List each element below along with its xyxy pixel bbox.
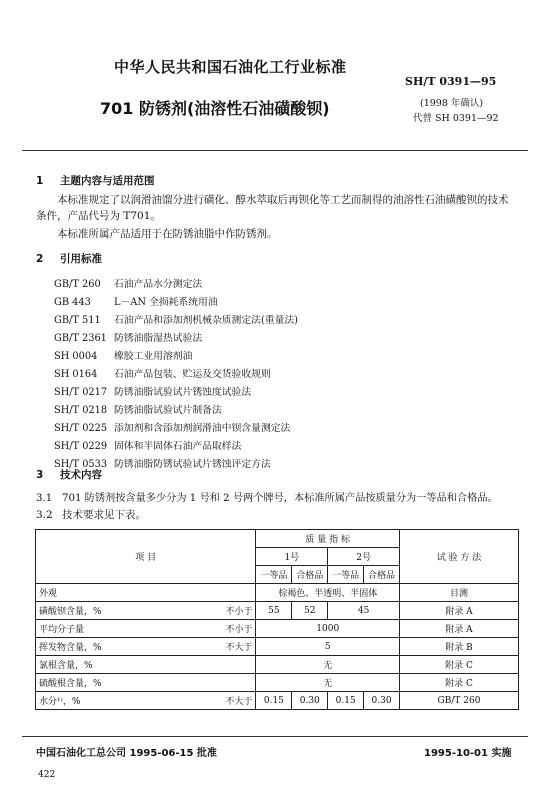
table-row [36,620,519,638]
item-name: 平均分子量 [36,620,184,638]
ref-code: SH 0004 [54,351,98,362]
section-1-paragraph-1: 本标准规定了以润滑油馏分进行磺化、醇水萃取后再钡化等工艺而制得的油溶性石油磺酸钡的技术条件，产品代号为 T701。 [36,194,509,222]
document-title: 701 防锈剂(油溶性石油磺酸钡) [100,99,330,118]
item-value: 无 [256,656,400,674]
table-row [36,584,519,602]
item-value: 0.15 [256,692,292,710]
header-item: 项 目 [36,530,256,584]
item-method: 附录 A [400,602,519,620]
item-method: 附录 C [400,674,519,692]
clause-3-1-text: 701 防锈剂按含量多少分为 1 号和 2 号两个牌号，本标准所属产品按质量分为一等品和合格品。 [62,493,498,504]
table-row [36,656,519,674]
clause-3-2-text: 技术要求见下表。 [62,509,146,521]
header-qualified: 合格品 [364,566,400,584]
table-row [36,692,519,710]
header-first-class: 一等品 [256,566,292,584]
item-name: 硫酸根含量，% [36,674,256,692]
item-limit: 不大于 [184,638,256,656]
item-limit: 不小于 [184,620,256,638]
item-limit: 不大于 [184,692,256,710]
standard-code: SH/T 0391—95 [405,75,497,88]
item-name: 氯根含量，% [36,656,256,674]
table-row [36,638,519,656]
section-3-title: 技术内容 [60,469,102,481]
header-test-method: 试 验 方 法 [400,530,519,584]
item-method: 目测 [400,584,519,602]
section-1-title: 主题内容与适用范围 [60,175,155,187]
item-method: 附录 A [400,620,519,638]
page-number: 422 [38,770,56,780]
industry-standard-heading: 中华人民共和国石油化工行业标准 [114,58,347,76]
clause-3-1 [36,491,498,507]
item-value: 棕褐色、半透明、半固体 [256,584,400,602]
item-value: 55 [256,602,292,620]
clause-3-2-number: 3.2 [36,509,53,521]
header-divider [22,150,528,151]
header-grade-1: 1号 [256,548,328,566]
ref-name: 固体和半固体石油产品取样法 [114,441,242,452]
item-value: 52 [292,602,328,620]
ref-name: 石油产品包装、贮运及交货验收规则 [114,369,271,380]
ref-item [54,330,202,344]
section-2-title: 引用标准 [60,253,102,265]
section-3-number: 3 [36,469,44,481]
item-value: 45 [328,602,400,620]
table-row [36,674,519,692]
header-qualified: 合格品 [292,566,328,584]
item-name: 水分¹⁾，% [36,692,184,710]
ref-code: GB/T 260 [54,279,101,290]
item-value: 5 [256,638,400,656]
ref-name: L－AN 全损耗系统用油 [114,297,218,308]
section-2-heading [36,251,102,266]
clause-3-2 [36,507,146,523]
ref-name: 防锈油脂防锈试验试片锈蚀评定方法 [114,459,271,470]
item-value: 0.30 [292,692,328,710]
ref-name: 防锈油脂试验试片锈蚀度试验法 [114,387,252,398]
ref-item [54,420,290,434]
ref-code: SH/T 0533 [54,459,108,470]
clause-3-1-number: 3.1 [36,493,53,504]
ref-code: GB/T 2361 [54,333,107,344]
ref-code: SH 0164 [54,369,98,380]
section-2-number: 2 [36,253,44,265]
ref-name: 添加剂和含添加剂润滑油中钡含量测定法 [114,423,291,434]
technical-requirements-table [35,529,519,710]
issuer-approval: 中国石油化工总公司 1995-06-15 批准 [36,748,217,759]
ref-item [54,366,271,380]
ref-name: 石油产品水分测定法 [114,279,203,290]
item-method: GB/T 260 [400,692,519,710]
table-row [36,602,519,620]
item-limit: 不小于 [184,602,256,620]
header-first-class: 一等品 [328,566,364,584]
section-1-number: 1 [36,175,44,187]
ref-code: GB 443 [54,297,91,308]
item-method: 附录 B [400,638,519,656]
section-1-heading [36,173,155,188]
item-value: 无 [256,674,400,692]
ref-item [54,312,298,326]
header-quality-index: 质 量 指 标 [256,530,400,548]
ref-item [54,294,218,308]
item-name: 磺酸钡含量，% [36,602,184,620]
ref-item [54,402,222,416]
section-3-heading [36,467,102,482]
item-value: 0.15 [328,692,364,710]
header-grade-2: 2号 [328,548,400,566]
item-name: 外观 [36,584,256,602]
ref-code: SH/T 0217 [54,387,108,398]
replaces-note: 代替 SH 0391—92 [413,113,499,124]
ref-name: 石油产品和添加剂机械杂质测定法(重量法) [114,315,298,326]
ref-name: 防锈油脂试验试片制备法 [114,405,222,416]
ref-code: SH/T 0218 [54,405,108,416]
section-1-paragraph-2: 本标准所属产品适用于在防锈油脂中作防锈剂。 [57,228,278,240]
ref-item [54,348,192,362]
ref-name: 防锈油脂湿热试验法 [114,333,203,344]
footer-divider [22,736,528,737]
ref-code: GB/T 511 [54,315,101,326]
ref-code: SH/T 0225 [54,423,108,434]
item-name: 挥发物含量，% [36,638,184,656]
item-value: 0.30 [364,692,400,710]
ref-name: 橡胶工业用溶剂油 [114,351,193,362]
implementation-date: 1995-10-01 实施 [424,748,512,759]
ref-code: SH/T 0229 [54,441,108,452]
ref-item [54,276,202,290]
item-method: 附录 C [400,656,519,674]
item-value: 1000 [256,620,400,638]
ref-item [54,438,241,452]
confirmation-note: (1998 年确认) [420,98,484,109]
ref-item [54,384,251,398]
